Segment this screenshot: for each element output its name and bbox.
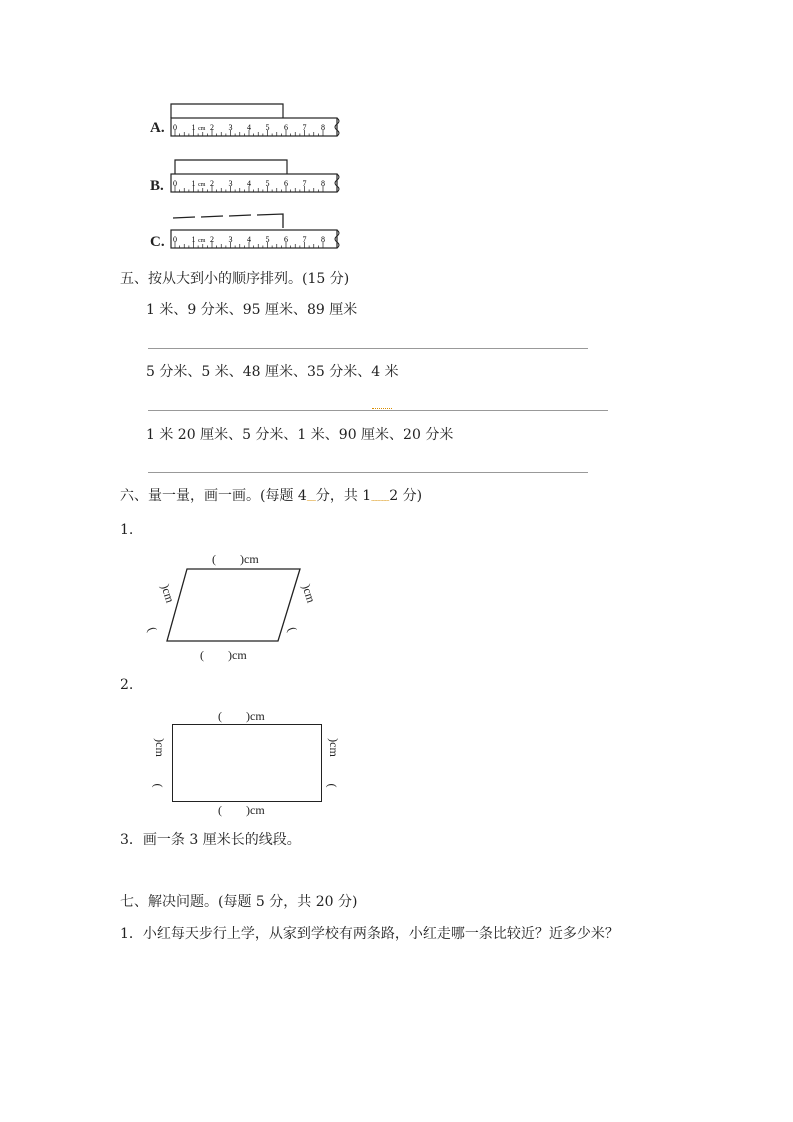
ruler-tick-label: 7 (302, 123, 307, 132)
ruler-tick-label: 3 (228, 123, 233, 132)
option-a-label: A. (150, 120, 165, 136)
answer-line-1[interactable] (148, 348, 588, 349)
parallelogram (167, 569, 300, 641)
edit-mark-dots-2: ﹏﹏ (371, 493, 390, 503)
ruler-tick-label: 2 (210, 123, 214, 132)
q3-text: 3．画一条 3 厘米长的线段。 (120, 832, 301, 848)
option-b-label: B. (150, 178, 164, 194)
ruler-tick-label: 7 (302, 179, 307, 188)
rectangle-bottom-label: ( )cm (218, 803, 265, 817)
ruler-b-body (171, 174, 337, 192)
section6-title-a: 六、量一量，画一画。(每题 4 (120, 488, 307, 504)
ruler-tick-label: 1 (191, 123, 196, 132)
segment-a (171, 104, 283, 118)
ruler-tick-label: 5 (265, 235, 270, 244)
ruler-tick-label: 4 (247, 179, 251, 188)
ruler-tick-label: 0 (173, 179, 177, 188)
segment-c (173, 214, 283, 228)
section7-q1: 1．小红每天步行上学，从家到学校有两条路，小红走哪一条比较近？近多少米？ (120, 926, 619, 942)
rectangle-right-paren: ( (325, 783, 340, 788)
section5-title: 五、按从大到小的顺序排列。(15 分) (120, 271, 350, 287)
ruler-tick-label: 4 (247, 235, 251, 244)
parallelogram-left-label: )cm (158, 582, 178, 605)
answer-line-2[interactable] (148, 410, 608, 411)
rectangle-right-label: )cm (326, 738, 341, 757)
parallelogram-right-paren: ( (285, 625, 300, 634)
ruler-a-body (171, 118, 337, 136)
rectangle (172, 724, 322, 802)
ruler-tick-label: 8 (321, 235, 325, 244)
ruler-tick-label: 1 (191, 235, 196, 244)
section6-title-b: 分，共 1 (315, 488, 372, 504)
ruler-c (171, 214, 337, 248)
section5-item-1: 1 米、9 分米、95 厘米、89 厘米 (146, 302, 358, 318)
ruler-tick-label: 8 (321, 123, 325, 132)
parallelogram-left-paren: ( (145, 625, 160, 634)
parallelogram-top-label: ( )cm (212, 552, 259, 566)
section5-item-3: 1 米 20 厘米、5 分米、1 米、90 厘米、20 分米 (146, 427, 454, 443)
ruler-tick-label: 6 (284, 123, 288, 132)
rectangle-left-paren: ( (151, 783, 166, 788)
q1-number: 1. (120, 522, 134, 538)
ruler-unit-mark: cm (198, 182, 206, 188)
ruler-diagrams (165, 98, 350, 258)
ruler-tick-label: 2 (210, 235, 214, 244)
rectangle-left-label: )cm (152, 738, 167, 757)
parallelogram-bottom-label: ( )cm (200, 648, 247, 662)
ruler-tick-label: 6 (284, 235, 288, 244)
ruler-tick-label: 4 (247, 123, 251, 132)
ruler-unit-mark: cm (198, 238, 206, 244)
section6-title-c: 2 分) (389, 488, 423, 504)
rectangle-top-label: ( )cm (218, 709, 265, 723)
edit-mark-dots: ﹏ (306, 493, 316, 503)
ruler-a (171, 104, 337, 136)
section7-title: 七、解决问题。(每题 5 分，共 20 分) (120, 894, 358, 910)
ruler-tick-label: 8 (321, 179, 325, 188)
ruler-tick-label: 3 (228, 235, 233, 244)
ruler-tick-label: 5 (265, 123, 270, 132)
parallelogram-right-label: )cm (299, 582, 319, 605)
ruler-tick-label: 0 (173, 235, 177, 244)
ruler-b (171, 160, 337, 192)
ruler-tick-label: 5 (265, 179, 270, 188)
q2-number: 2. (120, 677, 134, 693)
answer-line-3[interactable] (148, 472, 588, 473)
section6-title (120, 488, 422, 506)
section5-item-2: 5 分米、5 米、48 厘米、35 分米、4 米 (146, 364, 399, 380)
edit-mark (372, 405, 392, 409)
ruler-tick-label: 0 (173, 123, 177, 132)
ruler-tick-label: 2 (210, 179, 214, 188)
ruler-tick-label: 6 (284, 179, 288, 188)
ruler-tick-label: 3 (228, 179, 233, 188)
ruler-unit-mark: cm (198, 126, 206, 132)
option-c-label: C. (150, 234, 165, 250)
ruler-tick-label: 1 (191, 179, 196, 188)
ruler-tick-label: 7 (302, 235, 307, 244)
segment-b (175, 160, 287, 174)
ruler-c-body (171, 230, 337, 248)
